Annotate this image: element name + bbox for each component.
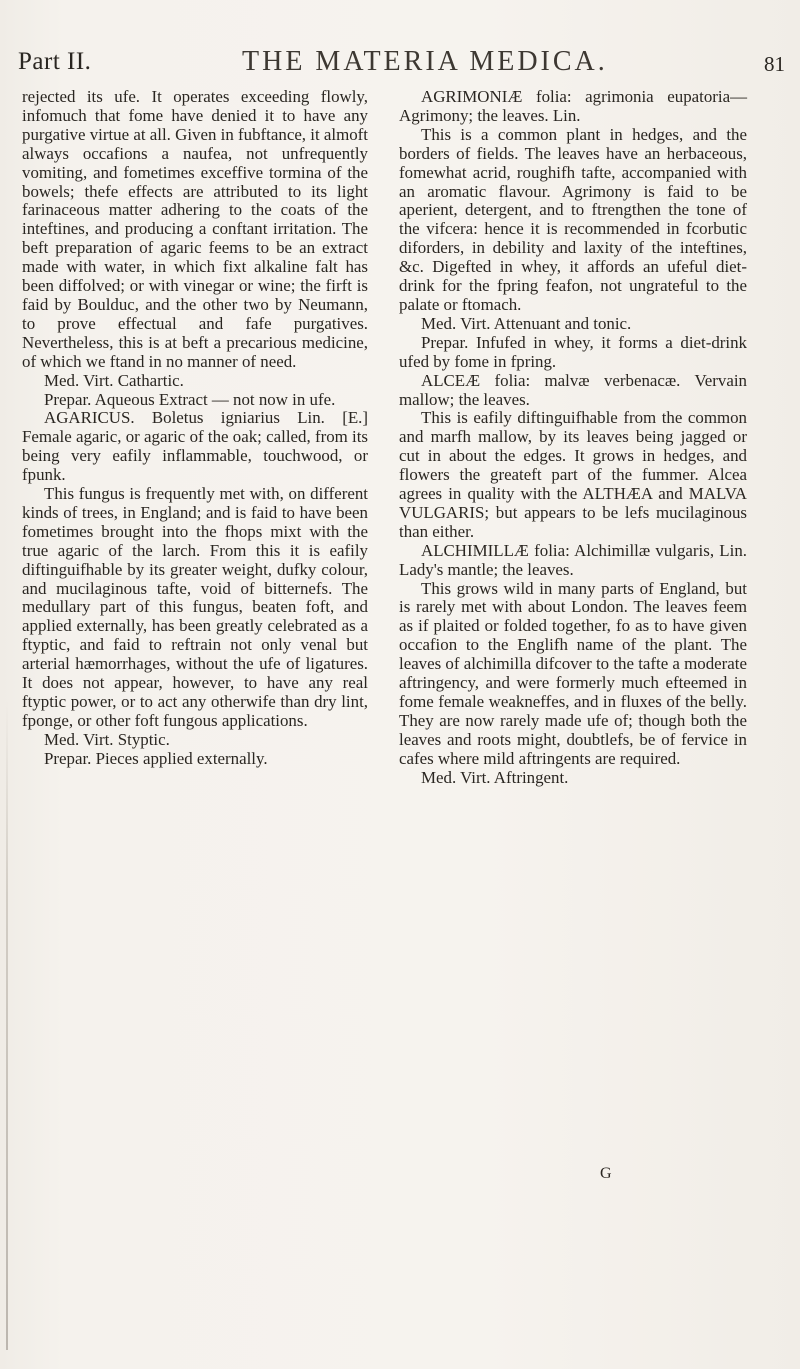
entry-alchimilla-heading: ALCHIMILLÆ folia: Alchimillæ vulgaris, Lin. Lady's mantle; the leaves. xyxy=(399,540,747,579)
paragraph-agrimonia: This is a common plant in hedges, and the borders of fields. The leaves have an herbaceous, fomewhat acrid, roughifh tafte, accompanied with an aromatic flavour. Agrimony is faid to be aperient, detergent, and to ftrengthen the tone of the vifcera: hence it is recommended in fcorbutic diforders, in debility and laxity of the inteftines, &c. Digefted in whey, it affords an ufeful diet-drink for the fpring feafon, not ungrateful to the palate or ftomach. xyxy=(399,124,747,314)
paragraph-agaric-continued: rejected its ufe. It operates exceeding flowly, infomuch that fome have denied it to have any purgative virtue at all. Given in fubftance, it almoft always occafions a naufea, not unfrequently vomiting, and fometimes exceffive tormina of the bowels; thefe effects are attributed to its light farinaceous matter adhering to the coats of the inteftines, and producing a conftant irritation. The beft preparation of agaric feems to be an extract made with water, in which fixt alkaline falt has been diffolved; or with vinegar or wine; the firft is faid by Boulduc, and the other two by Neumann, to prove effectual and fafe purgatives. Nevertheless, this is at beft a precarious medicine, of which we ftand in no manner of need. xyxy=(22,87,368,371)
running-title: THE MATERIA MEDICA. xyxy=(242,46,608,77)
med-virt-agaric: Med. Virt. Cathartic. xyxy=(44,370,184,390)
entry-alcea-heading: ALCEÆ folia: malvæ verbenacæ. Vervain mallow; the leaves. xyxy=(399,370,747,409)
paragraph-alchimilla: This grows wild in many parts of England, but is rarely met with about London. The leaves feem as if plaited or folded together, fo as to have given occafion to the Englifh name of the plant. The leaves of alchimilla difcover to the tafte a moderate aftringency, and were formerly much efteemed in fome female weakneffes, and in fluxes of the belly. They are now rarely made ufe of; though both the leaves and roots might, doubtlefs, be of fervice in cafes where mild aftringents are required. xyxy=(399,578,747,768)
prepar-agaric: Prepar. Aqueous Extract — not now in ufe. xyxy=(44,389,336,409)
prepar-agrimonia: Prepar. Infufed in whey, it forms a diet-drink ufed by fome in fpring. xyxy=(399,332,747,371)
med-virt-agrimonia: Med. Virt. Attenuant and tonic. xyxy=(421,313,632,333)
binding-shadow xyxy=(6,700,8,1350)
signature-mark: G xyxy=(600,1165,612,1182)
med-virt-alchimilla: Med. Virt. Aftringent. xyxy=(421,767,569,787)
page-number: 81 xyxy=(764,52,785,76)
prepar-agaricus: Prepar. Pieces applied externally. xyxy=(44,748,268,768)
part-label: Part II. xyxy=(18,48,92,75)
paragraph-alcea: This is eafily diftinguifhable from the common and marfh mallow, by its leaves being jagged or cut in about the edges. It grows in hedges, and flowers the greateft part of the fummer. Alcea agrees in quality with the ALTHÆA and MALVA VULGARIS; but appears to be lefs mucilaginous than either. xyxy=(399,408,747,541)
med-virt-agaricus: Med. Virt. Styptic. xyxy=(44,729,170,749)
paragraph-agaricus: This fungus is frequently met with, on different kinds of trees, in England; and is faid to have been fometimes brought into the fhops mixt with the true agaric of the larch. From this it is eafily diftinguifhable by its greater weight, dufky colour, and mucilaginous tafte, void of bitternefs. The medullary part of this fungus, beaten foft, and applied externally, has been greatly celebrated as a ftyptic, and faid to reftrain not only venal but arterial hæmorrhages, without the ufe of ligatures. It does not appear, however, to have any real ftyptic power, or to act any otherwife than dry lint, fponge, or other foft fungous applications. xyxy=(22,484,368,730)
entry-agrimonia-heading: AGRIMONIÆ folia: agrimonia eupatoria—Agrimony; the leaves. Lin. xyxy=(399,87,747,125)
running-header xyxy=(0,46,800,86)
entry-agaricus-heading: AGARICUS. Boletus igniarius Lin. [E.] Female agaric, or agaric of the oak; called, from its being very eafily inflammable, touchwood, or fpunk. xyxy=(22,408,368,485)
left-column xyxy=(22,88,368,769)
right-column xyxy=(399,88,747,788)
